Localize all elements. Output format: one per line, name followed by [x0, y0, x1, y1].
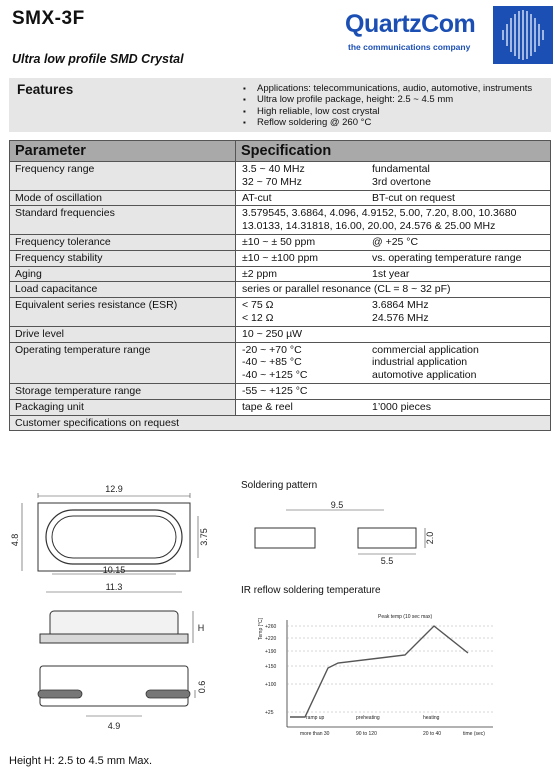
spec-value: AT-cut — [242, 191, 272, 204]
header-parameter: Parameter — [10, 141, 236, 162]
spec-value: 13.0133, 14.31818, 16.00, 20.00, 24.576 & 25.00 MHz — [242, 220, 496, 233]
logo-tagline: the communications company — [348, 42, 471, 52]
y-tick: +220 — [265, 636, 277, 642]
y-tick: +150 — [265, 664, 277, 670]
spec-row — [10, 342, 551, 383]
spec-row — [10, 190, 551, 206]
spec-cell — [236, 266, 551, 282]
spec-row — [10, 399, 551, 415]
spec-row — [10, 234, 551, 250]
spec-value: -40 ~ +85 °C — [242, 356, 302, 369]
spec-value: -20 ~ +70 °C — [242, 343, 302, 356]
dim-lead-span: 4.9 — [107, 721, 121, 731]
spec-note: fundamental — [372, 163, 430, 175]
spec-table-header — [10, 141, 551, 162]
dim-width: 4.8 — [10, 533, 20, 547]
dim-inner-height: 3.75 — [199, 528, 209, 546]
param-cell: Aging — [10, 266, 236, 282]
custom-spec-note: Customer specifications on request — [10, 415, 551, 430]
y-tick: +190 — [265, 649, 277, 655]
zone-label: heating — [423, 715, 440, 721]
param-cell: Frequency tolerance — [10, 234, 236, 250]
spec-row — [10, 162, 551, 191]
spec-line — [242, 283, 544, 296]
param-cell: Equivalent series resistance (ESR) — [10, 298, 236, 327]
reflow-y-label: Temp [°C] — [258, 617, 264, 640]
param-cell: Operating temperature range — [10, 342, 236, 383]
dim-length: 12.9 — [105, 484, 123, 494]
spec-note: 1’000 pieces — [372, 400, 431, 413]
spec-value: < 12 Ω — [242, 311, 274, 324]
header-specification: Specification — [236, 141, 551, 162]
spec-note: 3rd overtone — [372, 175, 431, 188]
y-tick: +260 — [265, 624, 277, 630]
spec-cell — [236, 298, 551, 327]
logo-name: QuartzCom — [345, 10, 476, 38]
top-view-drawing — [10, 484, 209, 592]
spec-row — [10, 383, 551, 399]
features-panel — [9, 78, 551, 132]
spec-note: BT-cut on request — [372, 191, 455, 204]
height-note: Height H: 2.5 to 4.5 mm Max. — [9, 755, 153, 767]
param-cell: Packaging unit — [10, 399, 236, 415]
y-tick: +100 — [265, 682, 277, 688]
spec-value: series or parallel resonance (CL = 8 ~ 32 pF) — [242, 283, 451, 296]
param-cell: Frequency stability — [10, 250, 236, 266]
reflow-y-ticks — [265, 624, 276, 716]
spec-note: vs. operating temperature range — [372, 251, 522, 264]
spec-value: ±10 ~ ± 50 ppm — [242, 235, 316, 248]
spec-note: industrial application — [372, 356, 468, 369]
spec-value: 3.579545, 3.6864, 4.096, 4.9152, 5.00, 7.20, 8.00, 10.3680 — [242, 207, 517, 220]
spec-line — [242, 369, 544, 382]
company-logo — [345, 6, 553, 64]
spec-line — [242, 176, 544, 189]
spec-line — [242, 220, 544, 233]
spec-row — [10, 266, 551, 282]
spec-row — [10, 206, 551, 235]
dim-pad-length: 5.5 — [380, 556, 394, 566]
feature-item: ▪ Reflow soldering @ 260 °C — [243, 117, 532, 128]
spec-value: 32 ~ 70 MHz — [242, 175, 302, 188]
spec-table — [9, 140, 551, 431]
spec-cell — [236, 162, 551, 191]
spec-value: ±2 ppm — [242, 267, 277, 280]
spec-value: tape & reel — [242, 400, 293, 413]
spec-cell — [236, 342, 551, 383]
dim-pad-width: 2.0 — [425, 531, 435, 545]
spec-value: 10 ~ 250 µW — [242, 327, 303, 340]
param-cell: Drive level — [10, 326, 236, 342]
spec-cell — [236, 206, 551, 235]
reflow-peak-label: Peak temp (10 sec max) — [378, 614, 433, 620]
x-label: time (sec) — [463, 731, 485, 737]
param-cell: Load capacitance — [10, 282, 236, 298]
zone-label: ramp up — [306, 715, 325, 721]
dim-pad-span: 11.3 — [105, 582, 123, 592]
spec-line — [242, 401, 544, 414]
spec-note: 3.6864 MHz — [372, 299, 429, 312]
bottom-view-drawing — [38, 666, 207, 731]
spec-line — [242, 385, 544, 398]
spec-row — [10, 298, 551, 327]
spec-value: 3.5 ~ 40 MHz — [242, 163, 305, 175]
product-subtitle: Ultra low profile SMD Crystal — [12, 52, 184, 66]
spec-value: < 75 Ω — [242, 299, 274, 312]
y-tick: +25 — [265, 710, 274, 716]
spec-line — [242, 192, 544, 205]
mechanical-drawings — [0, 470, 560, 750]
spec-note: @ +25 °C — [372, 235, 419, 248]
x-label: 90 to 120 — [356, 731, 377, 737]
spec-cell — [236, 326, 551, 342]
spec-cell — [236, 399, 551, 415]
spec-cell — [236, 383, 551, 399]
spec-note: 24.576 MHz — [372, 311, 429, 324]
spec-row — [10, 250, 551, 266]
param-cell: Storage temperature range — [10, 383, 236, 399]
dim-height: H — [197, 623, 205, 633]
spec-footer-row — [10, 415, 551, 430]
spec-value: ±10 ~ ±100 ppm — [242, 251, 319, 264]
spec-line — [242, 356, 544, 369]
spec-line — [242, 163, 544, 176]
soldering-title: Soldering pattern — [241, 480, 318, 491]
x-label: more than 30 — [300, 731, 330, 737]
soldering-pattern — [241, 480, 435, 566]
reflow-profile-curve — [290, 626, 468, 717]
features-list — [243, 83, 532, 128]
spec-line — [242, 344, 544, 357]
reflow-title: IR reflow soldering temperature — [241, 585, 381, 596]
feature-item: ▪ High reliable, low cost crystal — [243, 106, 532, 117]
spec-line — [242, 207, 544, 220]
features-title: Features — [17, 82, 74, 97]
dim-pitch: 9.5 — [330, 500, 344, 510]
spec-row — [10, 326, 551, 342]
zone-label: preheating — [356, 715, 380, 721]
param-cell: Standard frequencies — [10, 206, 236, 235]
spec-line — [242, 312, 544, 325]
spec-cell — [236, 282, 551, 298]
dim-inner-length: 10.15 — [102, 565, 126, 575]
spec-value: -40 ~ +125 °C — [242, 369, 308, 382]
spec-line — [242, 328, 544, 341]
spec-note: commercial application — [372, 343, 479, 356]
spec-value: -55 ~ +125 °C — [242, 384, 308, 397]
spec-table-body — [10, 162, 551, 431]
spec-line — [242, 268, 544, 281]
param-cell: Frequency range — [10, 162, 236, 191]
spec-note: automotive application — [372, 369, 477, 382]
reflow-chart — [241, 585, 493, 737]
spec-row — [10, 282, 551, 298]
product-title: SMX-3F — [12, 8, 85, 29]
feature-item: ▪ Applications: telecommunications, audio, automotive, instruments — [243, 83, 532, 94]
side-view-drawing — [40, 611, 204, 643]
spec-line — [242, 236, 544, 249]
x-label: 20 to 40 — [423, 731, 442, 737]
logo-wave-icon — [493, 6, 553, 64]
spec-line — [242, 252, 544, 265]
param-cell: Mode of oscillation — [10, 190, 236, 206]
spec-note: 1st year — [372, 267, 410, 280]
feature-item: ▪ Ultra low profile package, height: 2.5 ~ 4.5 mm — [243, 94, 532, 105]
spec-line — [242, 299, 544, 312]
spec-cell — [236, 234, 551, 250]
dim-lead: 0.6 — [197, 680, 207, 694]
spec-cell — [236, 190, 551, 206]
spec-cell — [236, 250, 551, 266]
